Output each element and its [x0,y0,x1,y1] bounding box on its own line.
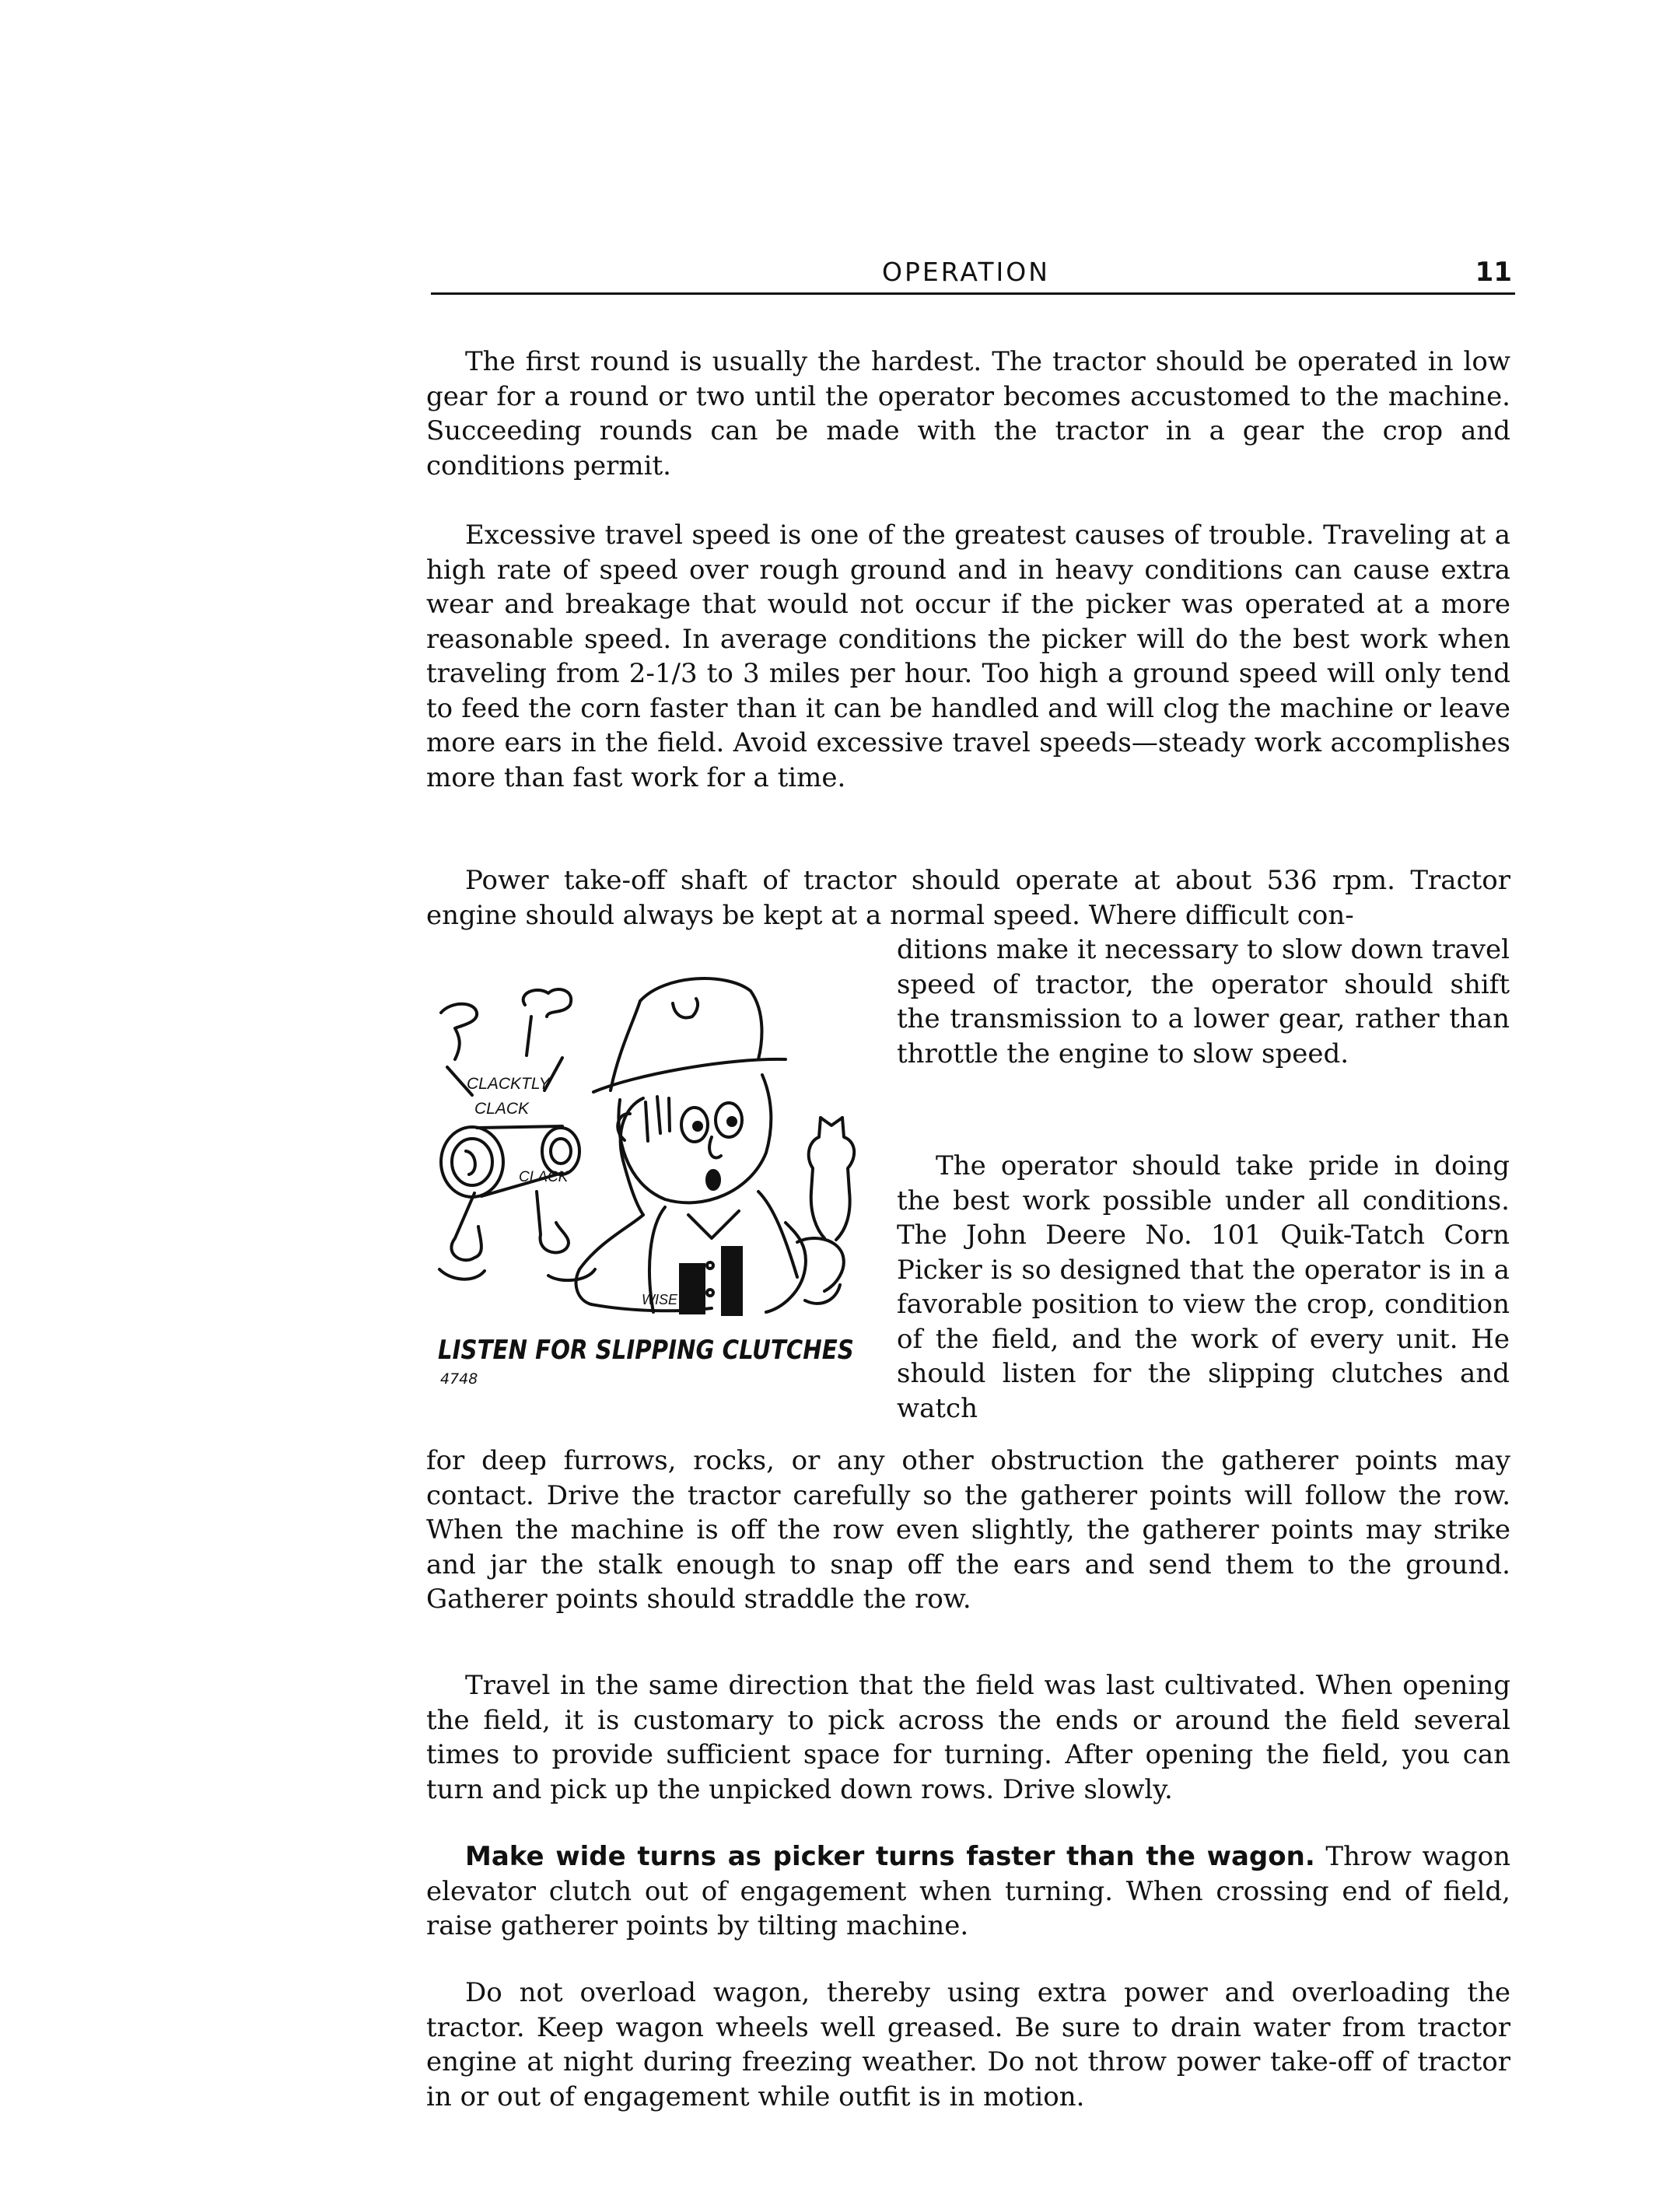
running-header [431,257,1515,296]
paragraph-operator-pride-continued: for deep furrows, rocks, or any other obstruction the gatherer points may contact. Drive the tractor carefully so the gatherer points will follow the row. When the machine is off the row even slightly, the gatherer points may strike and jar the stalk enough to snap off the ears and send them to the ground. Gatherer points should straddle the row. [426,1445,1510,1615]
paragraph-first-round: The first round is usually the hardest. The tractor should be operated in low gear for a round or two until the operator becomes accustomed to the machine. Succeeding rounds can be made with the tractor in a gear the crop and conditions permit. [426,346,1510,481]
bold-lead-in: Make wide turns as picker turns faster than the wagon. [465,1841,1315,1872]
figure-number: 4748 [440,1370,478,1388]
cartoon-illustration [432,958,867,1394]
sound-word-2: CLACK [474,1100,530,1118]
section-title: OPERATION [882,257,1050,287]
paragraph-power-take-off: Power take-off shaft of tractor should operate at about 536 rpm. Tractor engine should always be kept at a normal speed. Where difficult con- [426,865,1510,931]
paragraph-overload-wagon: Do not overload wagon, thereby using extra power and overloading the tractor. Keep wagon wheels well greased. Be sure to drain water from tractor engine at night during freezing weather. Do not throw power take-off of tractor in or out of engagement while outfit is in motion. [426,1977,1510,2112]
figure-caption: LISTEN FOR SLIPPING CLUTCHES [438,1335,854,1366]
paragraph-travel-direction: Travel in the same direction that the field was last cultivated. When opening the field, it is customary to pick across the ends or around the field several times to provide sufficient space for turning. After opening the field, you can turn and pick up the unpicked down rows. Drive slowly. [426,1670,1510,1805]
sound-word-1: CLACKTLY [467,1075,550,1093]
paragraph-wide-turns [426,1839,1510,1944]
sound-word-3: CLACK [519,1169,569,1185]
paragraph-operator-pride: The operator should take pride in doing the best work possible under all conditions. The John Deere No. 101 Quik-Tatch Corn Picker is so designed that the operator is in a favorable position to view the crop, condition of the field, and the work of every unit. He should listen for the slipping clutches and watch [897,1150,1510,1424]
paragraph-power-take-off-continued: ditions make it necessary to slow down travel speed of tractor, the operator should shift the transmission to a lower gear, rather than throttle the engine to slow speed. [897,934,1510,1069]
artist-signature: WISE [642,1292,678,1307]
page-number: 11 [1475,257,1512,288]
header-rule [431,292,1515,295]
paragraph-travel-speed: Excessive travel speed is one of the greatest causes of trouble. Traveling at a high rate of speed over rough ground and in heavy conditions can cause extra wear and breakage that would not occur if the picker was operated at a more reasonable speed. In average conditions the picker will do the best work when traveling from 2-1/3 to 3 miles per hour. Too high a ground speed will only tend to feed the corn faster than it can be handled and will clog the machine or leave more ears in the field. Avoid excessive travel speeds—steady work accomplishes more than fast work for a time. [426,520,1510,793]
wide-turns-body: Throw wagon elevator clutch out of engagement when turning. When crossing end of field, raise gatherer points by tilting machine. [426,1841,1510,1941]
